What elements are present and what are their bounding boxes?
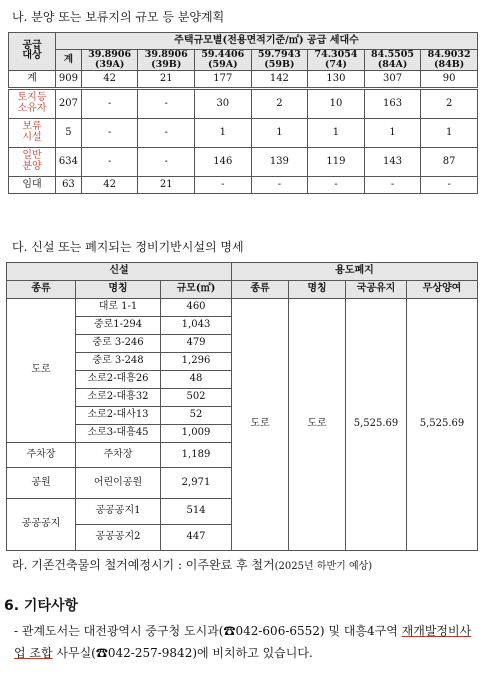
cell-value: 1 bbox=[195, 118, 252, 147]
cell-value: 42 bbox=[81, 176, 138, 193]
header-abolish-name: 명칭 bbox=[289, 281, 346, 299]
abolish-state: 5,525.69 bbox=[346, 299, 407, 551]
header-col: 39.8906 (39B) bbox=[138, 50, 195, 71]
cell-value: - bbox=[195, 176, 252, 193]
cell-value: 87 bbox=[421, 147, 478, 176]
table-row bbox=[9, 88, 478, 118]
table-row bbox=[9, 70, 478, 88]
road-name: 중로 3-246 bbox=[76, 335, 161, 353]
cell-value: - bbox=[421, 176, 478, 193]
cell-value: - bbox=[308, 176, 365, 193]
cell-value: 1 bbox=[308, 118, 365, 147]
cell-value: 139 bbox=[251, 147, 308, 176]
cell-value: 634 bbox=[56, 147, 82, 176]
park-size: 2,971 bbox=[161, 468, 232, 499]
header-name: 명칭 bbox=[76, 281, 161, 299]
header-col: 59.7943 (59B) bbox=[251, 50, 308, 71]
header-size: 규모(㎡) bbox=[161, 281, 232, 299]
cell-value: 2 bbox=[251, 88, 308, 118]
cell-value: 1 bbox=[364, 118, 421, 147]
road-name: 중로1-294 bbox=[76, 317, 161, 335]
road-size: 1,043 bbox=[161, 317, 232, 335]
cell-value: 909 bbox=[56, 70, 82, 88]
cell-value: - bbox=[81, 118, 138, 147]
cell-value: 90 bbox=[421, 70, 478, 88]
header-new: 신설 bbox=[7, 263, 232, 281]
cell-value: - bbox=[138, 147, 195, 176]
table-row bbox=[9, 176, 478, 193]
cell-value: 146 bbox=[195, 147, 252, 176]
row-label: 일반 분양 bbox=[9, 147, 56, 176]
cell-value: 1 bbox=[421, 118, 478, 147]
section-title-infrastructure: 다. 신설 또는 폐지되는 정비기반시설의 명세 bbox=[12, 240, 244, 254]
section-title-demolition bbox=[12, 556, 372, 573]
road-name: 대로 1-1 bbox=[76, 299, 161, 317]
abolish-type: 도로 bbox=[232, 299, 289, 551]
cell-value: 10 bbox=[308, 88, 365, 118]
cell-value: 119 bbox=[308, 147, 365, 176]
cell-value: 63 bbox=[56, 176, 82, 193]
abolish-name: 도로 bbox=[289, 299, 346, 551]
road-size: 1,009 bbox=[161, 425, 232, 443]
header-unit-size-group: 주택규모별(전용면적기준/㎡) 공급 세대수 bbox=[56, 33, 478, 50]
cell-value: 163 bbox=[364, 88, 421, 118]
note-text-a: - 관계도서는 대전광역시 중구청 도시과(☎042-606-6552) 및 대흥4구역 bbox=[14, 624, 402, 638]
demolition-text: 라. 기존건축물의 철거예정시기 : 이주완료 후 철거 bbox=[12, 558, 275, 572]
section-title-other: 6. 기타사항 bbox=[4, 598, 79, 614]
other-note bbox=[14, 620, 476, 664]
row-label: 토지등 소유자 bbox=[9, 88, 56, 118]
cell-value: 21 bbox=[138, 70, 195, 88]
road-size: 1,296 bbox=[161, 353, 232, 371]
header-col: 84.9032 (84B) bbox=[421, 50, 478, 71]
cell-value: - bbox=[364, 176, 421, 193]
row-label: 보류 시설 bbox=[9, 118, 56, 147]
road-name: 소로2-대사13 bbox=[76, 407, 161, 425]
section-title-supply-plan: 나. 분양 또는 보류지의 규모 등 분양계획 bbox=[12, 10, 225, 24]
open-space-size: 447 bbox=[161, 525, 232, 551]
header-col: 74.3054 (74) bbox=[308, 50, 365, 71]
road-name: 소로2-대흥26 bbox=[76, 371, 161, 389]
cell-value: 5 bbox=[56, 118, 82, 147]
cell-value: 130 bbox=[308, 70, 365, 88]
header-abolish-type: 종류 bbox=[232, 281, 289, 299]
row-label: 임대 bbox=[9, 176, 56, 193]
parking-name: 주차장 bbox=[76, 443, 161, 468]
header-supply-target: 공급 대상 bbox=[9, 33, 56, 71]
open-space-name: 공공공지2 bbox=[76, 525, 161, 551]
road-type: 도로 bbox=[7, 299, 76, 443]
cell-value: - bbox=[81, 88, 138, 118]
park-type: 공원 bbox=[7, 468, 76, 499]
cell-value: 30 bbox=[195, 88, 252, 118]
open-space-type: 공공공지 bbox=[7, 499, 76, 551]
cell-value: 142 bbox=[251, 70, 308, 88]
open-space-size: 514 bbox=[161, 499, 232, 525]
infrastructure-table bbox=[6, 262, 478, 551]
cell-value: 2 bbox=[421, 88, 478, 118]
abolish-free: 5,525.69 bbox=[407, 299, 478, 551]
road-name: 중로 3-248 bbox=[76, 353, 161, 371]
road-size: 460 bbox=[161, 299, 232, 317]
header-state-land: 국공유지 bbox=[346, 281, 407, 299]
header-abolish: 용도폐지 bbox=[232, 263, 478, 281]
cell-value: - bbox=[138, 118, 195, 147]
road-name: 소로2-대흥32 bbox=[76, 389, 161, 407]
cell-value: 143 bbox=[364, 147, 421, 176]
road-size: 48 bbox=[161, 371, 232, 389]
cell-value: 42 bbox=[81, 70, 138, 88]
header-col: 39.8906 (39A) bbox=[81, 50, 138, 71]
header-col: 계 bbox=[56, 50, 82, 71]
open-space-name: 공공공지1 bbox=[76, 499, 161, 525]
cell-value: 1 bbox=[251, 118, 308, 147]
note-text-b: 재개발정비사업 조합 bbox=[14, 624, 472, 660]
cell-value: 207 bbox=[56, 88, 82, 118]
cell-value: - bbox=[138, 88, 195, 118]
header-col: 84.5505 (84A) bbox=[364, 50, 421, 71]
supply-plan-table bbox=[8, 32, 478, 194]
row-label: 계 bbox=[9, 70, 56, 88]
cell-value: - bbox=[251, 176, 308, 193]
header-col: 59.4406 (59A) bbox=[195, 50, 252, 71]
road-name: 소로3-대흥45 bbox=[76, 425, 161, 443]
cell-value: 177 bbox=[195, 70, 252, 88]
parking-type: 주차장 bbox=[7, 443, 76, 468]
table-row bbox=[9, 147, 478, 176]
road-size: 52 bbox=[161, 407, 232, 425]
road-size: 479 bbox=[161, 335, 232, 353]
table-row bbox=[7, 299, 478, 317]
cell-value: - bbox=[81, 147, 138, 176]
note-text-c: 사무실(☎042-257-9842)에 비치하고 있습니다. bbox=[52, 646, 313, 660]
road-size: 502 bbox=[161, 389, 232, 407]
header-type: 종류 bbox=[7, 281, 76, 299]
header-free-transfer: 무상양여 bbox=[407, 281, 478, 299]
table-row bbox=[9, 118, 478, 147]
cell-value: 21 bbox=[138, 176, 195, 193]
parking-size: 1,189 bbox=[161, 443, 232, 468]
cell-value: 307 bbox=[364, 70, 421, 88]
demolition-note: (2025년 하반기 예상) bbox=[274, 561, 373, 572]
park-name: 어린이공원 bbox=[76, 468, 161, 499]
